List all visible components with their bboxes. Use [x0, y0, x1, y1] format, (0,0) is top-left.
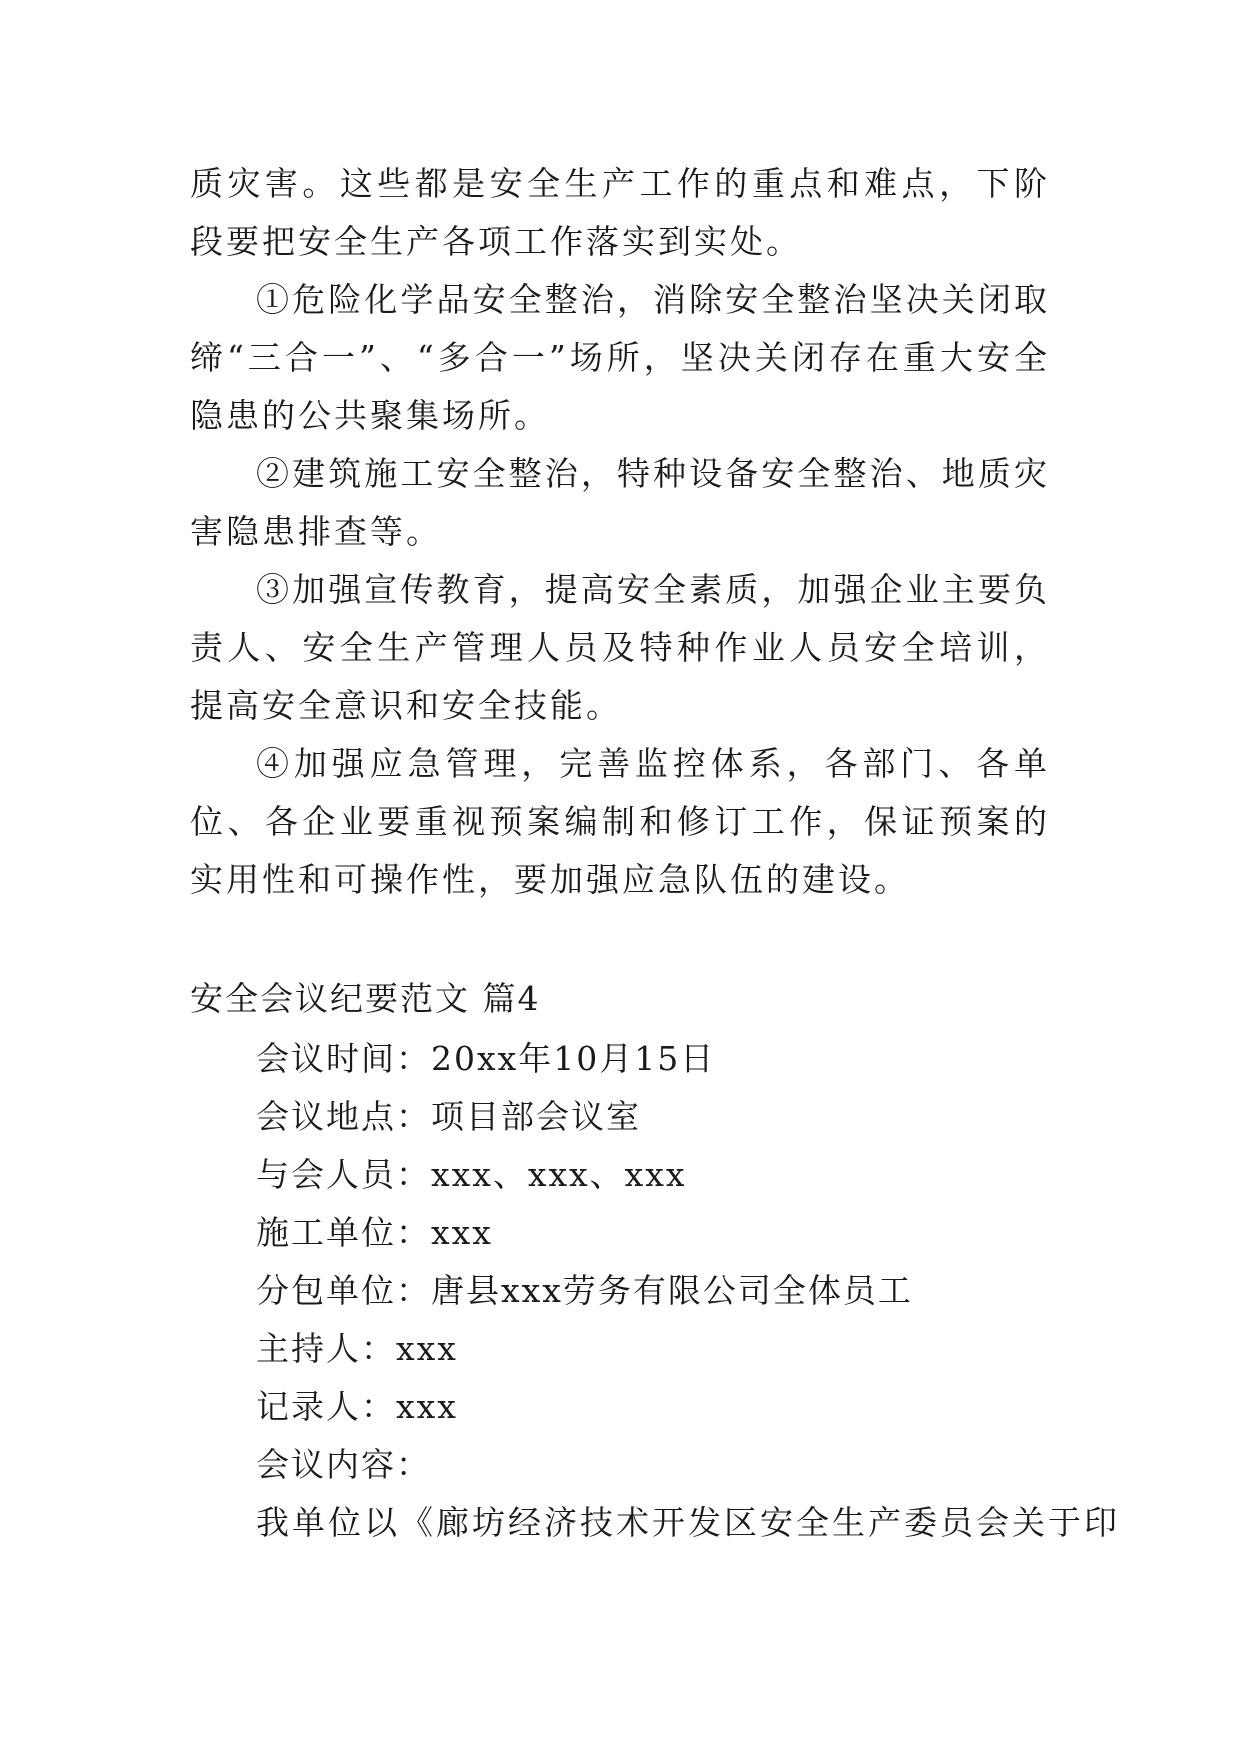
section-title: 安全会议纪要范文 篇4	[190, 979, 541, 1018]
meeting-content-label: 会议内容：	[256, 1445, 431, 1484]
body-text	[190, 155, 1050, 909]
meeting-content-text: 我单位以《廊坊经济技术开发区安全生产委员会关于印	[256, 1503, 1120, 1542]
meeting-host: 主持人：xxx	[256, 1329, 458, 1368]
paragraph-item-4: ④加强应急管理，完善监控体系，各部门、各单位、各企业要重视预案编制和修订工作，保证预案的实用性和可操作性，要加强应急队伍的建设。	[190, 744, 1050, 899]
meeting-attendees: 与会人员：xxx、xxx、xxx	[256, 1155, 687, 1194]
subcontractor: 分包单位：唐县xxx劳务有限公司全体员工	[256, 1271, 913, 1310]
paragraph-item-2: ②建筑施工安全整治，特种设备安全整治、地质灾害隐患排查等。	[190, 454, 1050, 551]
section-4	[190, 970, 1120, 1552]
paragraph-item-3: ③加强宣传教育，提高安全素质，加强企业主要负责人、安全生产管理人员及特种作业人员安全培训，提高安全意识和安全技能。	[190, 570, 1050, 725]
meeting-place: 会议地点：项目部会议室	[256, 1097, 641, 1136]
contractor: 施工单位：xxx	[256, 1213, 493, 1252]
meeting-recorder: 记录人：xxx	[256, 1387, 458, 1426]
meeting-time: 会议时间：20xx年10月15日	[256, 1039, 716, 1078]
paragraph-item-1: ①危险化学品安全整治，消除安全整治坚决关闭取缔“三合一”、“多合一”场所，坚决关闭存在重大安全隐患的公共聚集场所。	[190, 280, 1050, 435]
paragraph-continuation: 质灾害。这些都是安全生产工作的重点和难点，下阶段要把安全生产各项工作落实到实处。	[190, 164, 1050, 261]
